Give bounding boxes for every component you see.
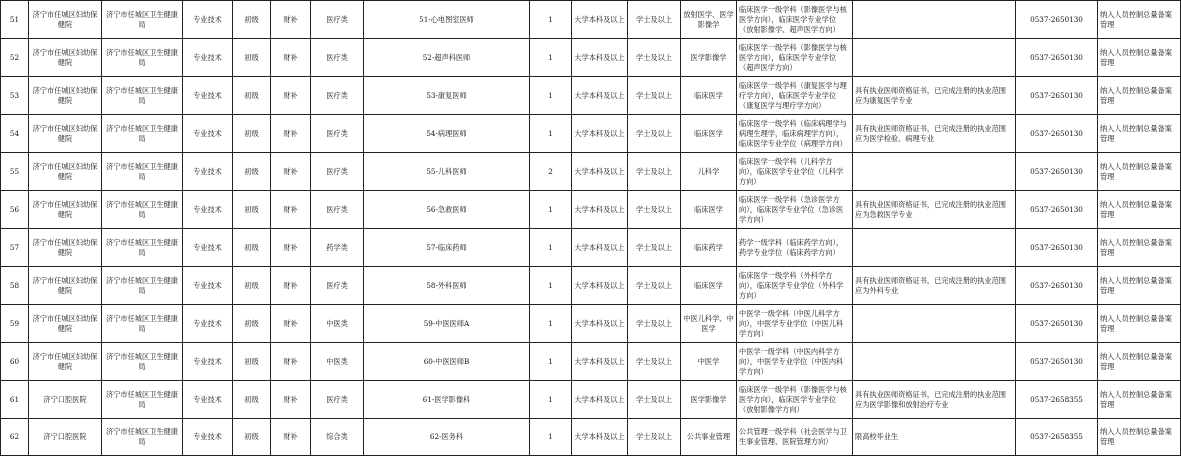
hiring-count-cell: 1 bbox=[530, 267, 572, 305]
other-requirements-cell: 具有执业医师资格证书，已完成注册的执业范围应为康复医学专业 bbox=[853, 77, 1016, 115]
funding-type-cell: 财补 bbox=[271, 305, 311, 343]
contact-phone-cell: 0537-2650130 bbox=[1016, 343, 1098, 381]
post-level-cell: 初级 bbox=[233, 381, 271, 419]
contact-phone-cell: 0537-2650130 bbox=[1016, 1, 1098, 39]
funding-type-cell: 财补 bbox=[271, 381, 311, 419]
education-requirement-cell: 大学本科及以上 bbox=[572, 419, 628, 456]
table-row bbox=[1, 419, 1181, 456]
other-requirements-cell: 具有执业医师资格证书，已完成注册的执业范围应为外科专业 bbox=[853, 267, 1016, 305]
funding-type-cell: 财补 bbox=[271, 229, 311, 267]
post-type-cell: 药学类 bbox=[311, 229, 364, 267]
table-row bbox=[1, 229, 1181, 267]
post-name-cell: 61-医学影像科 bbox=[364, 381, 530, 419]
row-number-cell: 51 bbox=[1, 1, 29, 39]
row-number-cell: 52 bbox=[1, 39, 29, 77]
post-type-cell: 中医类 bbox=[311, 305, 364, 343]
degree-requirement-cell: 学士及以上 bbox=[628, 381, 681, 419]
table-row bbox=[1, 153, 1181, 191]
remark-cell: 纳入人员控制总量备案管理 bbox=[1098, 229, 1181, 267]
funding-type-cell: 财补 bbox=[271, 39, 311, 77]
other-requirements-cell bbox=[853, 343, 1016, 381]
major-requirement-primary-cell: 临床药学 bbox=[681, 229, 737, 267]
remark-cell: 纳入人员控制总量备案管理 bbox=[1098, 77, 1181, 115]
post-type-cell: 医疗类 bbox=[311, 77, 364, 115]
hiring-count-cell: 1 bbox=[530, 381, 572, 419]
post-level-cell: 初级 bbox=[233, 1, 271, 39]
other-requirements-cell bbox=[853, 229, 1016, 267]
table-row bbox=[1, 343, 1181, 381]
post-category-cell: 专业技术 bbox=[183, 77, 233, 115]
major-requirement-secondary-cell: 临床医学一级学科（急诊医学方向），临床医学专业学位（急诊医学方向） bbox=[737, 191, 853, 229]
post-level-cell: 初级 bbox=[233, 115, 271, 153]
hiring-count-cell: 1 bbox=[530, 229, 572, 267]
unit-name-cell: 济宁市任城区妇幼保健院 bbox=[29, 1, 102, 39]
post-type-cell: 医疗类 bbox=[311, 115, 364, 153]
major-requirement-secondary-cell: 临床医学一级学科（儿科学方向），临床医学专业学位（儿科学方向） bbox=[737, 153, 853, 191]
unit-name-cell: 济宁市任城区妇幼保健院 bbox=[29, 267, 102, 305]
major-requirement-primary-cell: 儿科学 bbox=[681, 153, 737, 191]
post-category-cell: 专业技术 bbox=[183, 153, 233, 191]
degree-requirement-cell: 学士及以上 bbox=[628, 1, 681, 39]
post-category-cell: 专业技术 bbox=[183, 419, 233, 456]
remark-cell: 纳入人员控制总量备案管理 bbox=[1098, 343, 1181, 381]
contact-phone-cell: 0537-2658355 bbox=[1016, 419, 1098, 456]
contact-phone-cell: 0537-2650130 bbox=[1016, 153, 1098, 191]
unit-name-cell: 济宁市任城区妇幼保健院 bbox=[29, 153, 102, 191]
major-requirement-primary-cell: 公共事业管理 bbox=[681, 419, 737, 456]
unit-name-cell: 济宁市任城区妇幼保健院 bbox=[29, 191, 102, 229]
degree-requirement-cell: 学士及以上 bbox=[628, 153, 681, 191]
contact-phone-cell: 0537-2650130 bbox=[1016, 115, 1098, 153]
post-level-cell: 初级 bbox=[233, 343, 271, 381]
table-row bbox=[1, 1, 1181, 39]
post-category-cell: 专业技术 bbox=[183, 305, 233, 343]
post-name-cell: 57-临床药师 bbox=[364, 229, 530, 267]
row-number-cell: 56 bbox=[1, 191, 29, 229]
major-requirement-primary-cell: 放射医学、医学影像学 bbox=[681, 1, 737, 39]
unit-name-cell: 济宁市任城区妇幼保健院 bbox=[29, 229, 102, 267]
education-requirement-cell: 大学本科及以上 bbox=[572, 153, 628, 191]
table-row bbox=[1, 267, 1181, 305]
hiring-count-cell: 1 bbox=[530, 77, 572, 115]
remark-cell: 纳入人员控制总量备案管理 bbox=[1098, 267, 1181, 305]
major-requirement-primary-cell: 中医学 bbox=[681, 343, 737, 381]
major-requirement-secondary-cell: 临床医学一级学科（康复医学与理疗学方向），临床医学专业学位（康复医学与理疗学方向） bbox=[737, 77, 853, 115]
contact-phone-cell: 0537-2650130 bbox=[1016, 305, 1098, 343]
education-requirement-cell: 大学本科及以上 bbox=[572, 39, 628, 77]
post-level-cell: 初级 bbox=[233, 39, 271, 77]
major-requirement-secondary-cell: 临床医学一级学科（临床病理学与病理生理学，临床病理学方向），临床医学专业学位（病理学方向） bbox=[737, 115, 853, 153]
education-requirement-cell: 大学本科及以上 bbox=[572, 191, 628, 229]
post-name-cell: 53-康复医师 bbox=[364, 77, 530, 115]
hiring-count-cell: 1 bbox=[530, 39, 572, 77]
row-number-cell: 53 bbox=[1, 77, 29, 115]
authority-name-cell: 济宁市任城区卫生健康局 bbox=[102, 191, 183, 229]
authority-name-cell: 济宁市任城区卫生健康局 bbox=[102, 381, 183, 419]
major-requirement-secondary-cell: 药学一级学科（临床药学方向），药学专业学位（临床药学方向） bbox=[737, 229, 853, 267]
post-name-cell: 54-病理医师 bbox=[364, 115, 530, 153]
remark-cell: 纳入人员控制总量备案管理 bbox=[1098, 1, 1181, 39]
post-name-cell: 51-心电图室医师 bbox=[364, 1, 530, 39]
remark-cell: 纳入人员控制总量备案管理 bbox=[1098, 419, 1181, 456]
education-requirement-cell: 大学本科及以上 bbox=[572, 1, 628, 39]
hiring-count-cell: 1 bbox=[530, 115, 572, 153]
authority-name-cell: 济宁市任城区卫生健康局 bbox=[102, 115, 183, 153]
authority-name-cell: 济宁市任城区卫生健康局 bbox=[102, 153, 183, 191]
table-row bbox=[1, 305, 1181, 343]
degree-requirement-cell: 学士及以上 bbox=[628, 343, 681, 381]
education-requirement-cell: 大学本科及以上 bbox=[572, 115, 628, 153]
post-level-cell: 初级 bbox=[233, 419, 271, 456]
unit-name-cell: 济宁市任城区妇幼保健院 bbox=[29, 39, 102, 77]
post-type-cell: 医疗类 bbox=[311, 191, 364, 229]
post-category-cell: 专业技术 bbox=[183, 1, 233, 39]
major-requirement-secondary-cell: 公共管理一级学科（社会医学与卫生事业管理、医院管理方向） bbox=[737, 419, 853, 456]
authority-name-cell: 济宁市任城区卫生健康局 bbox=[102, 77, 183, 115]
contact-phone-cell: 0537-2658355 bbox=[1016, 381, 1098, 419]
post-type-cell: 医疗类 bbox=[311, 153, 364, 191]
contact-phone-cell: 0537-2650130 bbox=[1016, 267, 1098, 305]
other-requirements-cell: 具有执业医师资格证书，已完成注册的执业范围应为医学检验、病理专业 bbox=[853, 115, 1016, 153]
major-requirement-primary-cell: 临床医学 bbox=[681, 115, 737, 153]
post-type-cell: 中医类 bbox=[311, 343, 364, 381]
authority-name-cell: 济宁市任城区卫生健康局 bbox=[102, 267, 183, 305]
major-requirement-secondary-cell: 中医学一级学科（中医儿科学方向），中医学专业学位（中医儿科学方向） bbox=[737, 305, 853, 343]
education-requirement-cell: 大学本科及以上 bbox=[572, 229, 628, 267]
other-requirements-cell: 具有执业医师资格证书，已完成注册的执业范围应为医学影像和放射治疗专业 bbox=[853, 381, 1016, 419]
post-category-cell: 专业技术 bbox=[183, 381, 233, 419]
row-number-cell: 55 bbox=[1, 153, 29, 191]
post-category-cell: 专业技术 bbox=[183, 115, 233, 153]
funding-type-cell: 财补 bbox=[271, 1, 311, 39]
post-name-cell: 59-中医医师A bbox=[364, 305, 530, 343]
post-type-cell: 医疗类 bbox=[311, 39, 364, 77]
funding-type-cell: 财补 bbox=[271, 191, 311, 229]
other-requirements-cell bbox=[853, 1, 1016, 39]
authority-name-cell: 济宁市任城区卫生健康局 bbox=[102, 1, 183, 39]
post-level-cell: 初级 bbox=[233, 153, 271, 191]
major-requirement-secondary-cell: 临床医学一级学科（影像医学与核医学方向），临床医学专业学位（放射影像学、超声医学方向） bbox=[737, 1, 853, 39]
other-requirements-cell bbox=[853, 305, 1016, 343]
row-number-cell: 60 bbox=[1, 343, 29, 381]
hiring-count-cell: 1 bbox=[530, 191, 572, 229]
major-requirement-primary-cell: 医学影像学 bbox=[681, 39, 737, 77]
remark-cell: 纳入人员控制总量备案管理 bbox=[1098, 381, 1181, 419]
post-name-cell: 55-儿科医师 bbox=[364, 153, 530, 191]
table-row bbox=[1, 191, 1181, 229]
hiring-count-cell: 2 bbox=[530, 153, 572, 191]
post-name-cell: 60-中医医师B bbox=[364, 343, 530, 381]
education-requirement-cell: 大学本科及以上 bbox=[572, 77, 628, 115]
major-requirement-primary-cell: 临床医学 bbox=[681, 267, 737, 305]
funding-type-cell: 财补 bbox=[271, 153, 311, 191]
degree-requirement-cell: 学士及以上 bbox=[628, 77, 681, 115]
post-category-cell: 专业技术 bbox=[183, 229, 233, 267]
major-requirement-primary-cell: 临床医学 bbox=[681, 77, 737, 115]
education-requirement-cell: 大学本科及以上 bbox=[572, 381, 628, 419]
table-row bbox=[1, 77, 1181, 115]
post-level-cell: 初级 bbox=[233, 305, 271, 343]
hiring-count-cell: 1 bbox=[530, 419, 572, 456]
row-number-cell: 59 bbox=[1, 305, 29, 343]
post-level-cell: 初级 bbox=[233, 191, 271, 229]
post-name-cell: 52-超声科医师 bbox=[364, 39, 530, 77]
hiring-count-cell: 1 bbox=[530, 343, 572, 381]
major-requirement-primary-cell: 医学影像学 bbox=[681, 381, 737, 419]
other-requirements-cell: 限高校毕业生 bbox=[853, 419, 1016, 456]
unit-name-cell: 济宁市任城区妇幼保健院 bbox=[29, 115, 102, 153]
major-requirement-primary-cell: 临床医学 bbox=[681, 191, 737, 229]
contact-phone-cell: 0537-2650130 bbox=[1016, 229, 1098, 267]
major-requirement-secondary-cell: 临床医学一级学科（影像医学与核医学方向），临床医学专业学位（放射影像学方向） bbox=[737, 381, 853, 419]
unit-name-cell: 济宁口腔医院 bbox=[29, 381, 102, 419]
major-requirement-secondary-cell: 临床医学一级学科（影像医学与核医学方向），临床医学专业学位（超声医学方向） bbox=[737, 39, 853, 77]
education-requirement-cell: 大学本科及以上 bbox=[572, 343, 628, 381]
remark-cell: 纳入人员控制总量备案管理 bbox=[1098, 191, 1181, 229]
degree-requirement-cell: 学士及以上 bbox=[628, 191, 681, 229]
post-type-cell: 医疗类 bbox=[311, 1, 364, 39]
authority-name-cell: 济宁市任城区卫生健康局 bbox=[102, 305, 183, 343]
remark-cell: 纳入人员控制总量备案管理 bbox=[1098, 39, 1181, 77]
major-requirement-primary-cell: 中医儿科学、中医学 bbox=[681, 305, 737, 343]
authority-name-cell: 济宁市任城区卫生健康局 bbox=[102, 39, 183, 77]
unit-name-cell: 济宁市任城区妇幼保健院 bbox=[29, 77, 102, 115]
other-requirements-cell bbox=[853, 153, 1016, 191]
degree-requirement-cell: 学士及以上 bbox=[628, 267, 681, 305]
post-name-cell: 58-外科医师 bbox=[364, 267, 530, 305]
authority-name-cell: 济宁市任城区卫生健康局 bbox=[102, 419, 183, 456]
row-number-cell: 57 bbox=[1, 229, 29, 267]
table-row bbox=[1, 381, 1181, 419]
education-requirement-cell: 大学本科及以上 bbox=[572, 267, 628, 305]
row-number-cell: 62 bbox=[1, 419, 29, 456]
post-type-cell: 医疗类 bbox=[311, 381, 364, 419]
remark-cell: 纳入人员控制总量备案管理 bbox=[1098, 115, 1181, 153]
degree-requirement-cell: 学士及以上 bbox=[628, 305, 681, 343]
post-name-cell: 62-医务科 bbox=[364, 419, 530, 456]
unit-name-cell: 济宁市任城区妇幼保健院 bbox=[29, 305, 102, 343]
funding-type-cell: 财补 bbox=[271, 419, 311, 456]
row-number-cell: 54 bbox=[1, 115, 29, 153]
post-category-cell: 专业技术 bbox=[183, 343, 233, 381]
authority-name-cell: 济宁市任城区卫生健康局 bbox=[102, 343, 183, 381]
contact-phone-cell: 0537-2650130 bbox=[1016, 39, 1098, 77]
other-requirements-cell bbox=[853, 39, 1016, 77]
post-level-cell: 初级 bbox=[233, 267, 271, 305]
post-level-cell: 初级 bbox=[233, 77, 271, 115]
post-category-cell: 专业技术 bbox=[183, 191, 233, 229]
funding-type-cell: 财补 bbox=[271, 77, 311, 115]
remark-cell: 纳入人员控制总量备案管理 bbox=[1098, 305, 1181, 343]
post-name-cell: 56-急救医师 bbox=[364, 191, 530, 229]
funding-type-cell: 财补 bbox=[271, 343, 311, 381]
major-requirement-secondary-cell: 临床医学一级学科（外科学方向），临床医学专业学位（外科学方向） bbox=[737, 267, 853, 305]
row-number-cell: 58 bbox=[1, 267, 29, 305]
row-number-cell: 61 bbox=[1, 381, 29, 419]
contact-phone-cell: 0537-2650130 bbox=[1016, 191, 1098, 229]
hiring-count-cell: 1 bbox=[530, 1, 572, 39]
hiring-count-cell: 1 bbox=[530, 305, 572, 343]
unit-name-cell: 济宁市任城区妇幼保健院 bbox=[29, 343, 102, 381]
post-type-cell: 综合类 bbox=[311, 419, 364, 456]
degree-requirement-cell: 学士及以上 bbox=[628, 39, 681, 77]
contact-phone-cell: 0537-2650130 bbox=[1016, 77, 1098, 115]
funding-type-cell: 财补 bbox=[271, 267, 311, 305]
post-level-cell: 初级 bbox=[233, 229, 271, 267]
major-requirement-secondary-cell: 中医学一级学科（中医内科学方向），中医学专业学位（中医内科学方向） bbox=[737, 343, 853, 381]
unit-name-cell: 济宁口腔医院 bbox=[29, 419, 102, 456]
degree-requirement-cell: 学士及以上 bbox=[628, 419, 681, 456]
degree-requirement-cell: 学士及以上 bbox=[628, 115, 681, 153]
post-type-cell: 医疗类 bbox=[311, 267, 364, 305]
degree-requirement-cell: 学士及以上 bbox=[628, 229, 681, 267]
funding-type-cell: 财补 bbox=[271, 115, 311, 153]
other-requirements-cell: 具有执业医师资格证书，已完成注册的执业范围应为急救医学专业 bbox=[853, 191, 1016, 229]
table-row bbox=[1, 39, 1181, 77]
authority-name-cell: 济宁市任城区卫生健康局 bbox=[102, 229, 183, 267]
education-requirement-cell: 大学本科及以上 bbox=[572, 305, 628, 343]
post-category-cell: 专业技术 bbox=[183, 267, 233, 305]
post-category-cell: 专业技术 bbox=[183, 39, 233, 77]
table-row bbox=[1, 115, 1181, 153]
remark-cell: 纳入人员控制总量备案管理 bbox=[1098, 153, 1181, 191]
